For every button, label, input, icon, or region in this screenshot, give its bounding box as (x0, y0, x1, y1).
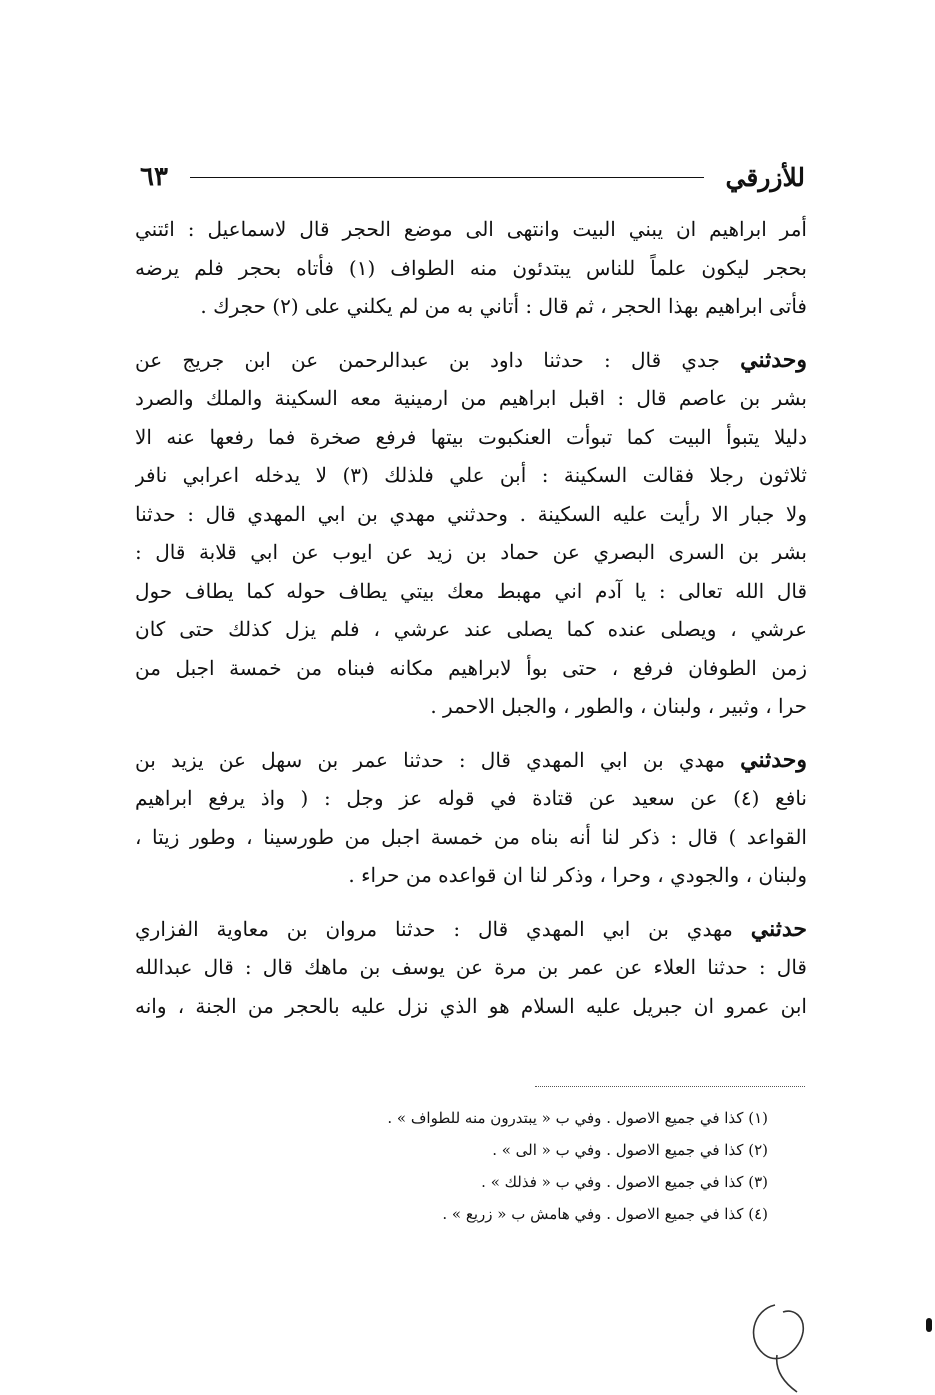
text-line: ثلاثون رجلا فقالت السكينة : أبن علي فلذلك (٣) لا يدخله اعرابي نافر (135, 463, 807, 487)
running-title: للأزرقي (725, 162, 805, 192)
header-rule (190, 177, 704, 178)
paragraph-lead-word: حدثني (750, 915, 807, 942)
text-line: دليلا يتبوأ البيت كما تبوأت العنكبوت بيتها فرفع صخرة فما رفعها عنه الا (135, 424, 807, 449)
text-line: ابن عمرو ان جبريل عليه السلام هو الذي نزل عليه بالحجر من الجنة ، وانه (135, 993, 807, 1018)
text-line: أمر ابراهيم ان يبني البيت وانتهى الى موضع الحجر قال لاسماعيل : ائتني (135, 217, 807, 241)
footnotes (300, 1102, 768, 1230)
text-line: بشر بن السرى البصري عن حماد بن زيد عن ايوب عن ابي قلابة قال : (135, 540, 807, 564)
paragraph-2 (135, 341, 807, 726)
text-line: عرشي ، ويصلى عنده كما يصلى عند عرشي ، فلم يزل كذلك حتى كان (135, 617, 807, 641)
text-line (135, 341, 807, 380)
footnote-4: (٤) كذا في جميع الاصول . وفي هامش ب « زريع » . (442, 1205, 768, 1223)
paragraph-lead-word: وحدثني (740, 746, 807, 773)
text-line: حرا ، وثبير ، ولبنان ، والطور ، والجبل الاحمر . (430, 694, 807, 718)
text-line: زمن الطوفان فرفع ، حتى بوأ لابراهيم مكانه فبناه من خمسة اجبل من (135, 655, 807, 680)
text-line: ولا جبار الا رأيت عليه السكينة . وحدثني مهدي بن ابي المهدي قال : حدثنا (135, 501, 807, 526)
footnote-1: (١) كذا في جميع الاصول . وفي ب « يبتدرون منه للطواف » . (387, 1109, 768, 1127)
text-line: بحجر ليكون علماً للناس يبتدئون منه الطواف (١) فأتاه بحجر فلم يرضه (135, 255, 807, 280)
paragraph-4 (135, 910, 807, 1026)
text-line: فأتى ابراهيم بهذا الحجر ، ثم قال : أتاني به من لم يكلني على (٢) حجرك . (200, 294, 807, 318)
text-line: بشر بن عاصم قال : اقبل ابراهيم من ارمينية معه السكينة والملك والصرد (135, 386, 807, 410)
text-line: نافع (٤) عن سعيد عن قتادة في قوله عز وجل : ( واذ يرفع ابراهيم (135, 786, 807, 810)
footnote-3: (٣) كذا في جميع الاصول . وفي ب « فذلك » . (481, 1173, 768, 1191)
text-line: قال الله تعالى : يا آدم اني مهبط معك بيتي يطاف حوله كما يطاف حول (135, 578, 807, 603)
text-line-rest: مهدي بن ابي المهدي قال : حدثنا مروان بن معاوية الفزاري (135, 916, 733, 941)
margin-ink-mark (926, 1318, 932, 1332)
text-line: ولبنان ، والجودي ، وحرا ، وذكر لنا ان قواعده من حراء . (348, 863, 807, 887)
footnote-separator (535, 1086, 805, 1087)
text-line (135, 741, 807, 780)
text-line-rest: مهدي بن ابي المهدي قال : حدثنا عمر بن سهل عن يزيد بن (135, 747, 725, 772)
paragraph-3 (135, 741, 807, 895)
paragraph-1 (135, 210, 807, 326)
text-line-rest: جدي قال : حدثنا داود بن عبدالرحمن عن ابن جريج عن (135, 347, 720, 372)
paragraph-lead-word: وحدثني (740, 346, 807, 373)
page-number: ٦٣ (140, 162, 168, 192)
page-header (140, 152, 805, 202)
pencil-scribble-mark (745, 1300, 815, 1395)
body-text (135, 210, 807, 1040)
text-line: القواعد ) قال : ذكر لنا أنه بناه من خمسة اجبل من طورسينا ، وطور زيتا ، (135, 824, 807, 849)
text-line (135, 910, 807, 949)
footnote-2: (٢) كذا في جميع الاصول . وفي ب « الى » . (492, 1141, 768, 1159)
text-line: قال : حدثنا العلاء عن عمر بن مرة عن يوسف بن ماهك قال : قال عبدالله (135, 955, 807, 979)
